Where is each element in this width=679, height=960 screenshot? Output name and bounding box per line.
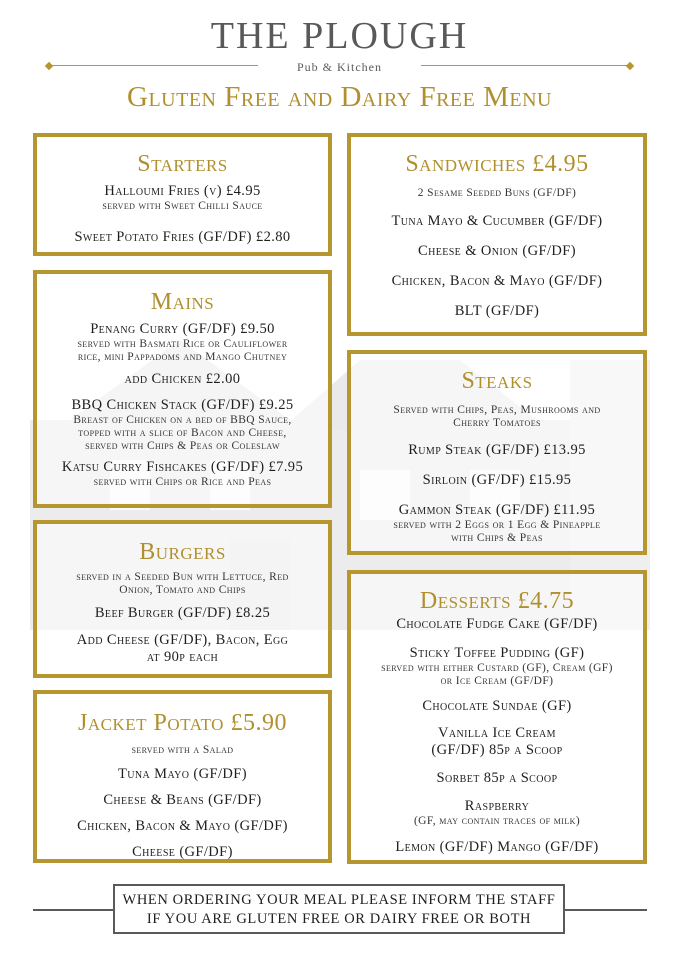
allergy-notice-line: IF YOU ARE GLUTEN FREE OR DAIRY FREE OR BOTH bbox=[146, 911, 532, 927]
menu-item: Sorbet 85p a Scoop bbox=[436, 770, 558, 786]
section-description: Served with Chips, Peas, Mushrooms and bbox=[393, 404, 601, 416]
menu-item: Rump Steak (GF/DF) £13.95 bbox=[408, 442, 586, 458]
menu-item: Cheese & Onion (GF/DF) bbox=[418, 243, 576, 259]
menu-title: Gluten Free and Dairy Free Menu bbox=[127, 81, 552, 113]
menu-item: Cheese (GF/DF) bbox=[132, 844, 233, 860]
footer-rule-left bbox=[33, 909, 117, 911]
steaks-section bbox=[347, 350, 647, 555]
footer-rule-right bbox=[563, 909, 647, 911]
menu-item: Halloumi Fries (v) £4.95 bbox=[104, 183, 261, 199]
menu-item: Sweet Potato Fries (GF/DF) £2.80 bbox=[74, 229, 291, 245]
section-title: Sandwiches £4.95 bbox=[405, 151, 589, 177]
section-title: Mains bbox=[150, 289, 215, 315]
menu-item: Chicken, Bacon & Mayo (GF/DF) bbox=[77, 818, 288, 834]
item-description: or Ice Cream (GF/DF) bbox=[440, 675, 554, 687]
item-description: served with Chips & Peas or Coleslaw bbox=[85, 440, 280, 452]
menu-item: Lemon (GF/DF) Mango (GF/DF) bbox=[395, 839, 599, 855]
menu-item: Tuna Mayo & Cucumber (GF/DF) bbox=[391, 213, 603, 229]
section-description: Onion, Tomato and Chips bbox=[119, 584, 246, 596]
mains-section bbox=[33, 270, 332, 508]
section-title: Desserts £4.75 bbox=[419, 588, 575, 614]
item-description: served with either Custard (GF), Cream (GF) bbox=[381, 662, 613, 674]
menu-item: Gammon Steak (GF/DF) £11.95 bbox=[398, 502, 596, 518]
menu-item: (GF/DF) 85p a Scoop bbox=[431, 742, 563, 758]
item-description: served with Sweet Chilli Sauce bbox=[102, 200, 263, 212]
allergy-notice-box bbox=[113, 884, 565, 934]
item-description: (GF, may contain traces of milk) bbox=[413, 815, 581, 827]
menu-item: Tuna Mayo (GF/DF) bbox=[118, 766, 247, 782]
section-title: Starters bbox=[137, 151, 228, 177]
item-description: served with Basmati Rice or Cauliflower bbox=[77, 338, 288, 350]
item-description: served with 2 Eggs or 1 Egg & Pineapple bbox=[393, 519, 601, 531]
menu-item: Chocolate Fudge Cake (GF/DF) bbox=[396, 616, 598, 632]
menu-item: Vanilla Ice Cream bbox=[438, 725, 556, 741]
menu-item: Penang Curry (GF/DF) £9.50 bbox=[90, 321, 275, 337]
section-description: served with a Salad bbox=[131, 744, 234, 756]
starters-section bbox=[33, 133, 332, 256]
brand-subline bbox=[0, 58, 679, 76]
item-description: with Chips & Peas bbox=[451, 532, 543, 544]
menu-item: Sticky Toffee Pudding (GF) bbox=[409, 645, 585, 661]
menu-item: Cheese & Beans (GF/DF) bbox=[103, 792, 262, 808]
menu-item: Raspberry bbox=[464, 798, 530, 814]
sandwiches-section bbox=[347, 133, 647, 336]
menu-item: Chicken, Bacon & Mayo (GF/DF) bbox=[391, 273, 603, 289]
decorative-rule-left bbox=[48, 65, 258, 68]
section-title: Steaks bbox=[461, 368, 533, 394]
desserts-section bbox=[347, 570, 647, 864]
menu-item: BLT (GF/DF) bbox=[454, 303, 540, 319]
item-description: served with Chips or Rice and Peas bbox=[93, 476, 272, 488]
item-description: Breast of Chicken on a bed of BBQ Sauce, bbox=[73, 414, 292, 426]
brand-tagline: Pub & Kitchen bbox=[297, 60, 382, 74]
menu-item: BBQ Chicken Stack (GF/DF) £9.25 bbox=[71, 397, 294, 413]
menu-item: Sirloin (GF/DF) £15.95 bbox=[422, 472, 572, 488]
menu-item: Beef Burger (GF/DF) £8.25 bbox=[94, 605, 271, 621]
decorative-rule-right bbox=[421, 65, 631, 68]
menu-item: Add Cheese (GF/DF), Bacon, Egg bbox=[76, 632, 289, 648]
menu-item: Chocolate Sundae (GF) bbox=[422, 698, 572, 714]
menu-item: add Chicken £2.00 bbox=[124, 371, 241, 387]
section-description: served in a Seeded Bun with Lettuce, Red bbox=[76, 571, 289, 583]
allergy-notice-line: WHEN ORDERING YOUR MEAL PLEASE INFORM THE STAFF bbox=[122, 892, 556, 908]
menu-item: Katsu Curry Fishcakes (GF/DF) £7.95 bbox=[61, 459, 304, 475]
item-description: rice, mini Pappadoms and Mango Chutney bbox=[77, 351, 288, 363]
menu-header bbox=[0, 14, 679, 114]
burgers-section bbox=[33, 520, 332, 678]
section-description: Cherry Tomatoes bbox=[453, 417, 541, 429]
menu-item: at 90p each bbox=[146, 649, 219, 665]
jacket-potato-section bbox=[33, 690, 332, 863]
item-description: topped with a slice of Bacon and Cheese, bbox=[78, 427, 287, 439]
brand-name: THE PLOUGH bbox=[210, 15, 469, 57]
section-description: 2 Sesame Seeded Buns (GF/DF) bbox=[417, 187, 577, 199]
section-title: Burgers bbox=[139, 539, 226, 565]
section-title: Jacket Potato £5.90 bbox=[78, 710, 287, 736]
